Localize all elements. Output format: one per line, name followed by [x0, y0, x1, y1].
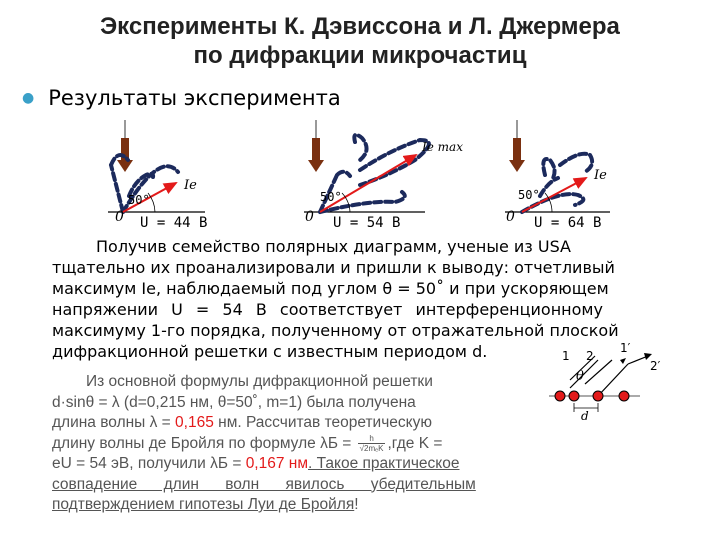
origin-label: 0 — [506, 209, 515, 225]
atom-icon — [593, 391, 603, 401]
intensity-label: Ie — [184, 178, 197, 193]
electron-gun-icon — [117, 120, 133, 172]
title-line-1: Эксперименты К. Дэвиссона и Л. Джермера — [100, 13, 620, 40]
voltage-label: U = 54 В — [333, 215, 401, 231]
paragraph-line: напряжении U = 54 В соответствует интерференционному — [52, 300, 603, 319]
paragraph-line: максимуму 1-го порядка, полученному от отражательной плоской — [52, 321, 619, 340]
period-label: d — [581, 409, 589, 423]
analysis-block — [52, 372, 532, 516]
electron-gun-icon — [308, 120, 324, 172]
analysis-line: длину волны де Бройля по формуле λБ = $\frac{h}{\text{√2mₑK}}$ ,где K = — [52, 433, 443, 453]
angle-label: 50° — [128, 193, 150, 207]
polar-diagram-1 — [108, 120, 207, 231]
wavelength-value: 0,165 — [175, 414, 214, 431]
paragraph-line: максимум Iе, наблюдаемый под углом θ = 50˚ и при ускоряющем — [52, 279, 609, 298]
polar-diagram-3 — [505, 120, 610, 231]
polar-diagram-2 — [304, 120, 463, 231]
voltage-label: U = 64 В — [534, 215, 602, 231]
paragraph-line: тщательно их проанализировали и пришли к выводу: отчетливый — [52, 258, 615, 277]
analysis-line: Из основной формулы дифракционной решетки — [86, 373, 433, 390]
atom-icon — [555, 391, 565, 401]
debroglie-value: 0,167 нм — [245, 455, 308, 472]
angle-label: 50° — [320, 190, 342, 204]
ray-label-1: 1 — [562, 349, 570, 363]
ray-label-2: 2 — [586, 349, 594, 363]
bullet-dot-icon: ● — [22, 90, 35, 106]
atom-icon — [569, 391, 579, 401]
paragraph-line: дифракционной решетки с известным периодом d. — [52, 342, 488, 361]
conclusion-paragraph — [52, 236, 672, 362]
title-line-2: по дифракции микрочастиц — [193, 42, 527, 69]
electron-gun-icon — [509, 120, 525, 172]
ray-1prime — [585, 360, 612, 384]
analysis-line: подтверждением гипотезы Луи де Бройля! — [52, 496, 359, 513]
theta-label: θ — [576, 369, 584, 384]
atom-icon — [619, 391, 629, 401]
voltage-label: U = 44 В — [140, 215, 208, 231]
analysis-line: eU = 54 эВ, получили λБ = 0,167 нм. Такое практическое — [52, 455, 460, 472]
origin-label: 0 — [115, 209, 124, 225]
angle-label: 50° — [518, 188, 540, 202]
bullet-text: Результаты эксперимента — [48, 86, 341, 110]
analysis-line: d·sinθ = λ (d=0,215 нм, θ=50˚, m=1) была получена — [52, 393, 416, 411]
analysis-line: длина волны λ = 0,165 нм. Рассчитав теоретическую — [52, 414, 432, 431]
paragraph-line: Получив семейство полярных диаграмм, ученые из USA — [96, 237, 571, 256]
analysis-line: совпадение длин волн явилось убедительным — [52, 475, 476, 493]
intensity-label: Ie — [594, 168, 607, 183]
debroglie-formula: $\frac{h}{\text{√2mₑK}}$ — [359, 433, 384, 453]
ray-label-1prime: 1′ — [620, 341, 631, 355]
origin-label: 0 — [305, 209, 314, 225]
ray-label-2prime: 2′ — [650, 359, 661, 373]
intensity-label: Ie max — [422, 140, 463, 154]
